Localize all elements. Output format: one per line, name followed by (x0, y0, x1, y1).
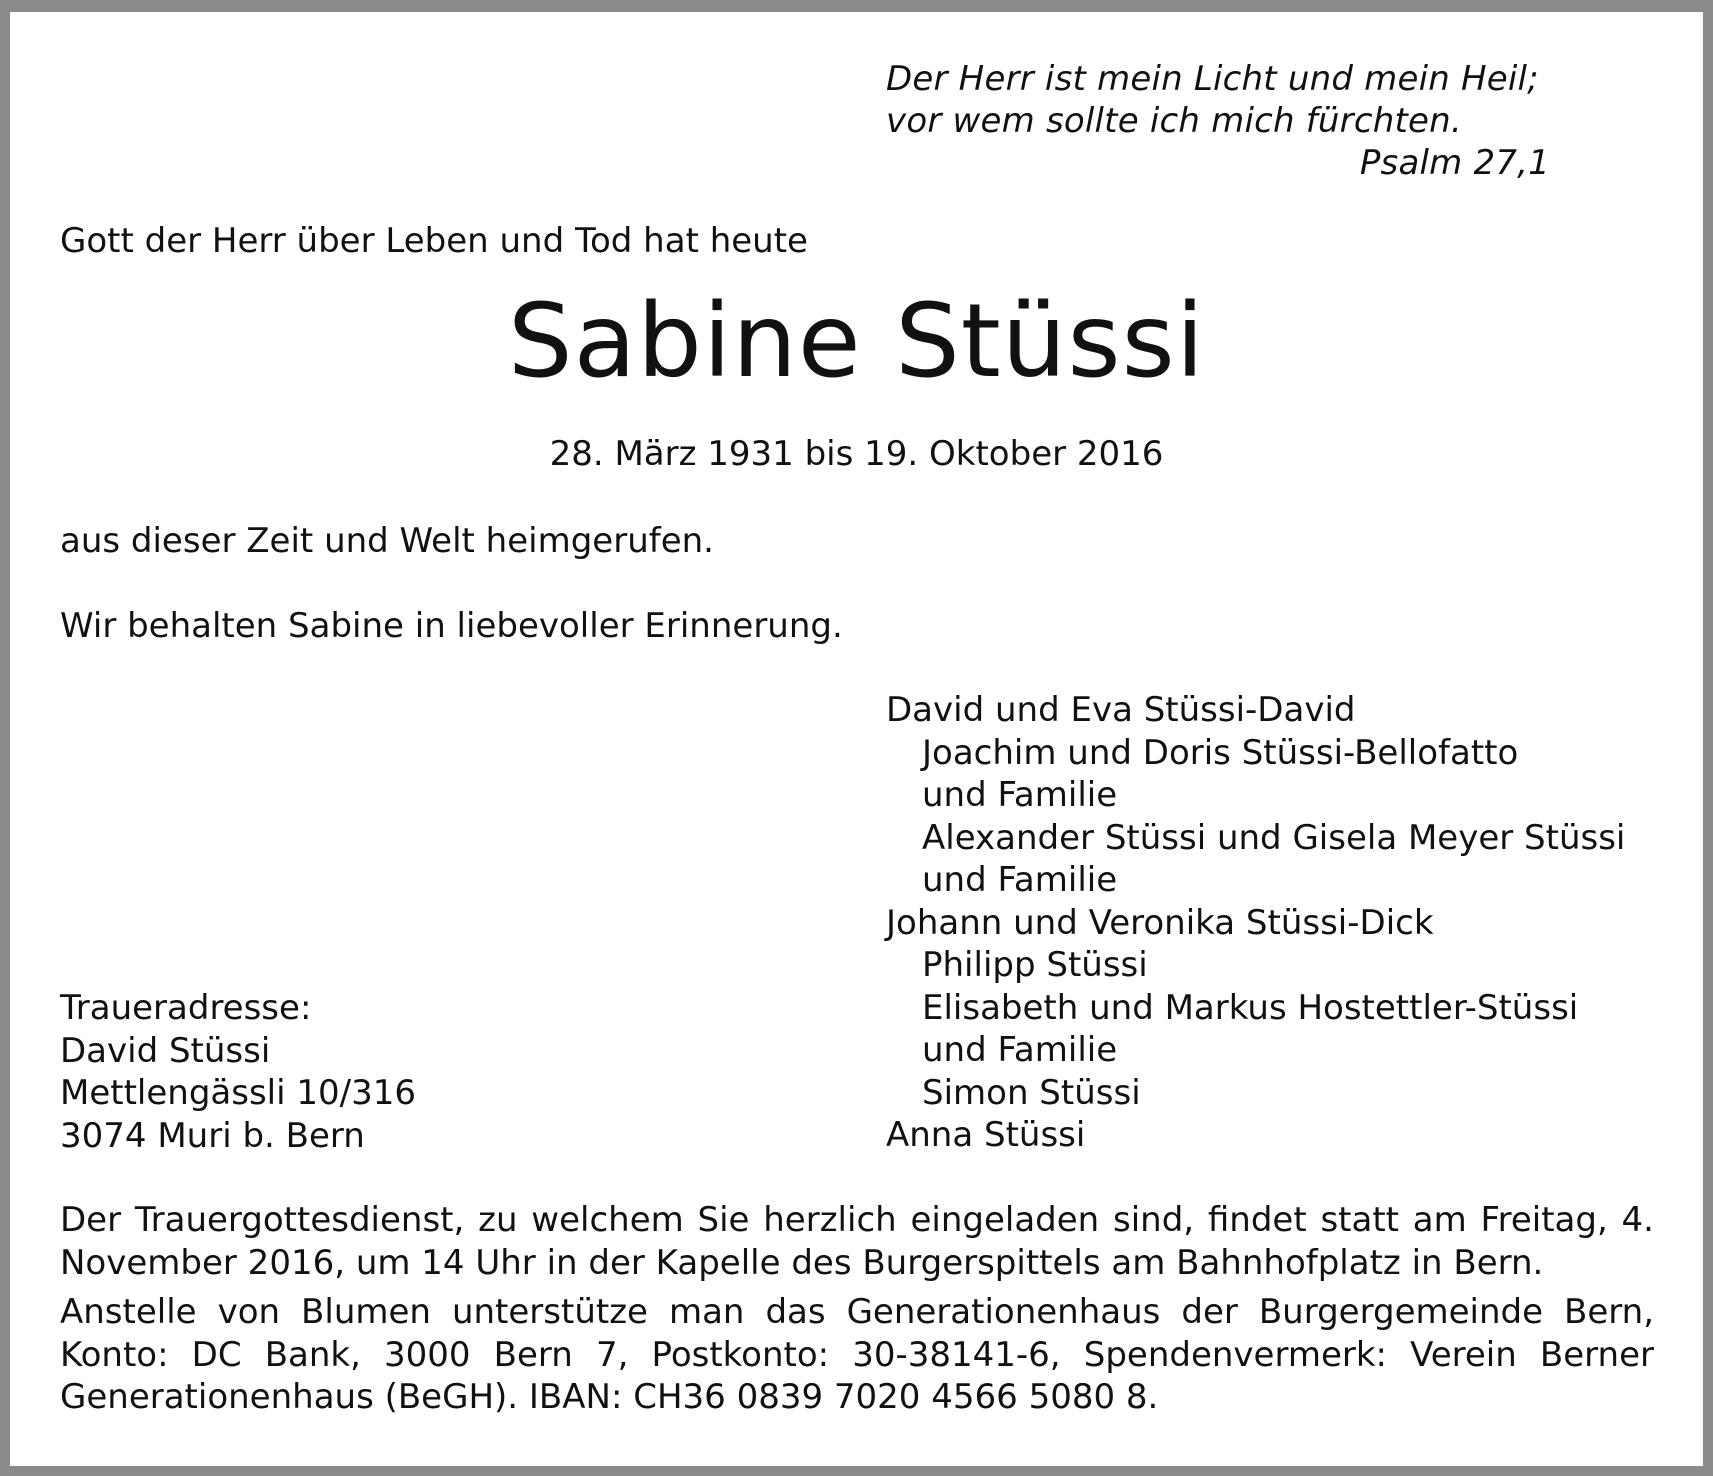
remembrance-text: Wir behalten Sabine in liebevoller Erinnerung. (60, 606, 843, 646)
bible-verse (886, 58, 1550, 184)
family-line: David und Eva Stüssi-David (886, 690, 1356, 730)
funeral-service-paragraph: Der Trauergottesdienst, zu welchem Sie herzlich eingeladen sind, findet statt am Freitag, 4. November 2016, um 14 Uhr in der Kapelle des Burgerspittels am Bahnhofplatz in Bern. (60, 1200, 1654, 1283)
address-street: Mettlengässli 10/316 (60, 1073, 416, 1113)
deceased-name: Sabine Stüssi (507, 282, 1206, 401)
family-line: Alexander Stüssi und Gisela Meyer Stüssi (922, 817, 1626, 858)
verse-line-2: vor wem sollte ich mich fürchten. (886, 101, 1462, 141)
mourning-address (60, 987, 416, 1157)
address-name: David Stüssi (60, 1030, 271, 1071)
family-line: und Familie (922, 860, 1118, 900)
family-line: Elisabeth und Markus Hostettler-Stüssi (922, 987, 1579, 1028)
family-line: und Familie (922, 775, 1118, 815)
family-line: und Familie (922, 1030, 1118, 1070)
family-line: Philipp Stüssi (922, 945, 1148, 985)
family-line: Anna Stüssi (886, 1115, 1086, 1155)
address-city: 3074 Muri b. Bern (60, 1115, 365, 1156)
family-list (886, 689, 1625, 1157)
verse-reference: Psalm 27,1 (1359, 143, 1550, 183)
intro-text: Gott der Herr über Leben und Tod hat heute (60, 221, 808, 261)
life-dates: 28. März 1931 bis 19. Oktober 2016 (549, 434, 1164, 474)
verse-line-1: Der Herr ist mein Licht und mein Heil; (886, 59, 1539, 99)
heimgerufen-text: aus dieser Zeit und Welt heimgerufen. (60, 521, 714, 561)
donation-paragraph: Anstelle von Blumen unterstütze man das Generationenhaus der Burgergemeinde Bern, Konto: DC Bank, 3000 Bern 7, Postkonto: 30-38141-6, Spendenvermerk: Verein Berner Generationenhaus (BeGH). IBAN: CH36 0839 7020 4566 5080 8. (60, 1292, 1654, 1417)
address-label: Traueradresse: (60, 988, 312, 1028)
family-line: Johann und Veronika Stüssi-Dick (886, 902, 1434, 943)
family-line: Joachim und Doris Stüssi-Bellofatto (922, 732, 1519, 773)
family-line: Simon Stüssi (922, 1072, 1141, 1113)
